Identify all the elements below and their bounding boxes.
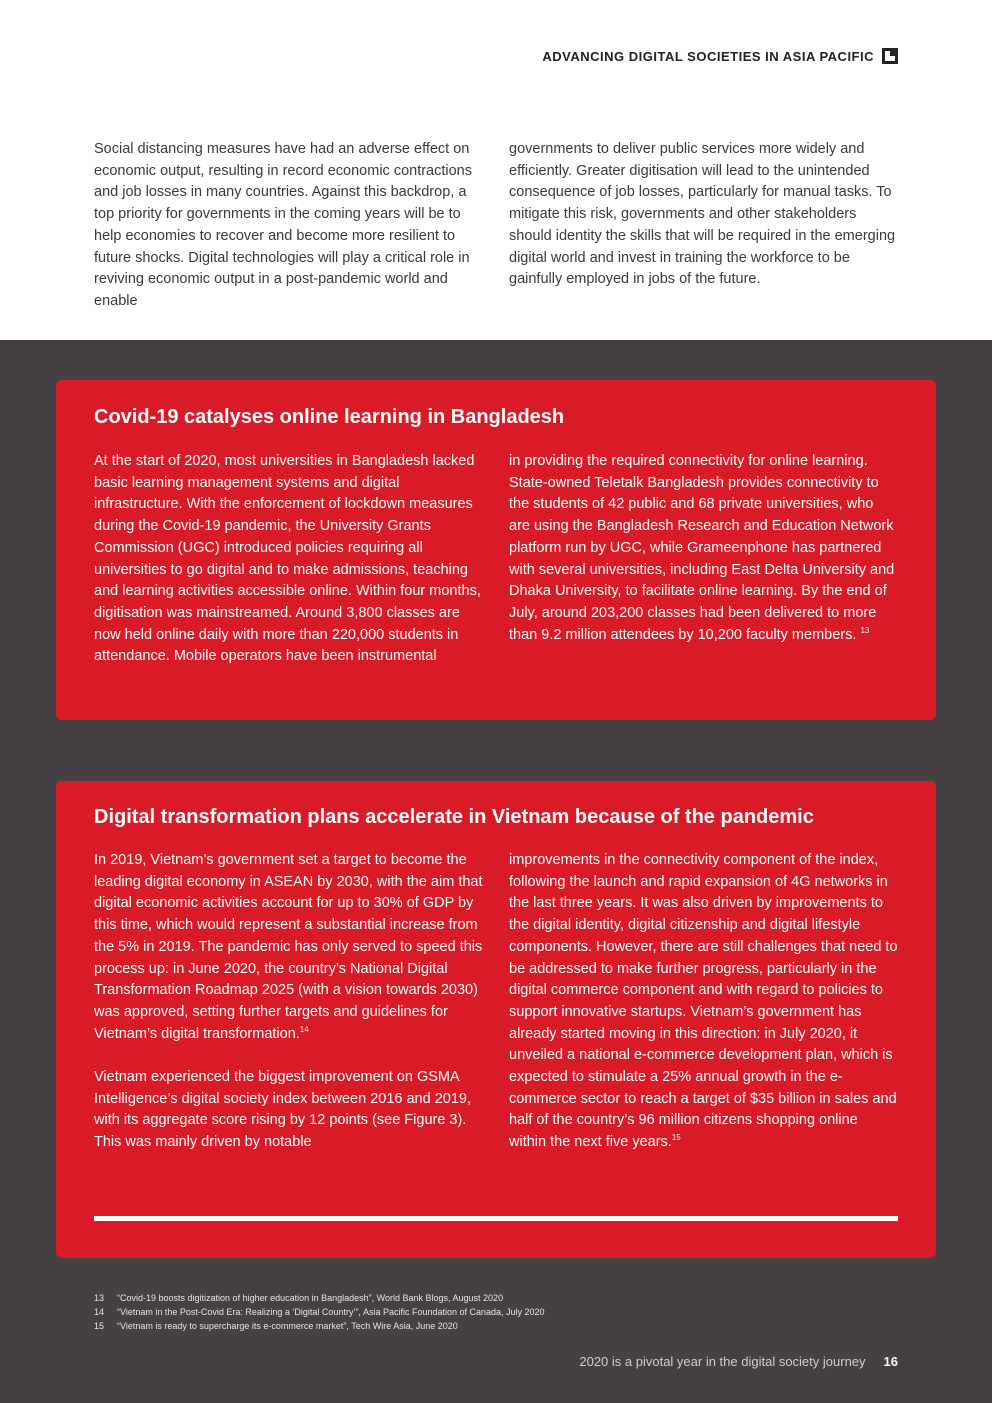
box-column-1 (94, 850, 483, 1154)
footnote-item (94, 1319, 545, 1333)
box-column-2-text: improvements in the connectivity component of the index, following the launch and rapid expansion of 4G networks in the last three years. It was also driven by improvements to the digital identity, digital citizenship and digital lifestyle components. However, there are still challenges that need to be addressed to make further progress, particularly in the digital commerce component and with regard to policies to support innovative startups. Vietnam’s government has already started moving in this direction: in July 2020, it unveiled a national e-commerce development plan, which is expected to stimulate a 25% annual growth in the e-commerce sector to reach a target of $35 billion in sales and half of the country’s 96 million citizens shopping online within the next five years. (509, 852, 898, 1151)
box-title: Covid-19 catalyses online learning in Bangladesh (94, 406, 565, 428)
footnote-number: 13 (94, 1293, 105, 1303)
page-footer (579, 1354, 898, 1369)
box-title: Digital transformation plans accelerate in Vietnam because of the pandemic (94, 806, 814, 828)
page-header (542, 48, 898, 64)
divider-rule (94, 1216, 898, 1221)
box-columns (94, 850, 898, 1154)
box-column-2-text: in providing the required connectivity for online learning. State-owned Teletalk Bangladesh provides connectivity to the students of 42 public and 68 private universities, who are using the Bangladesh Research and Education Network platform run by UGC, while Grameenphone has partnered with several universities, including East Delta University and Dhaka University, to facilitate online learning. By the end of July, around 203,200 classes had been delivered to more than 9.2 million attendees by 10,200 faculty members. (509, 453, 895, 643)
box-column-2 (509, 850, 898, 1154)
footnotes (94, 1291, 545, 1333)
footnote-item (94, 1305, 545, 1319)
footnote-text: “Vietnam is ready to supercharge its e-commerce market”, Tech Wire Asia, June 2020 (117, 1321, 458, 1331)
footnote-text: “Vietnam in the Post-Covid Era: Realizing a ‘Digital Country’”, Asia Pacific Foundation of Canada, July 2020 (117, 1307, 545, 1317)
footnote-number: 15 (94, 1321, 105, 1331)
footnote-ref: 15 (671, 1133, 681, 1143)
footnote-ref: 13 (860, 625, 870, 635)
footnote-item (94, 1291, 545, 1305)
report-icon (882, 48, 898, 64)
footnote-text: “Covid-19 boosts digitization of higher education in Bangladesh”, World Bank Blogs, August 2020 (117, 1293, 504, 1303)
page-number: 16 (883, 1354, 898, 1369)
intro-column-2: governments to deliver public services more widely and efficiently. Greater digitisation will lead to the unintended consequence of job losses, particularly for manual tasks. To mitigate this risk, governments and other stakeholders should identity the skills that will be required in the emerging digital world and invest in training the workforce to be gainfully employed in jobs of the future. (509, 141, 896, 288)
box-paragraph: Vietnam experienced the biggest improvement on GSMA Intelligence’s digital society index between 2016 and 2019, with its aggregate score rising by 12 points (see Figure 3). This was mainly driven by notable (94, 1069, 471, 1151)
header-title: ADVANCING DIGITAL SOCIETIES IN ASIA PACIFIC (542, 48, 874, 64)
intro-column-1: Social distancing measures have had an adverse effect on economic output, resulting in record economic contractions and job losses in many countries. Against this backdrop, a top priority for governments in the coming years will be to help economies to recover and become more resilient to future shocks. Digital technologies will play a critical role in reviving economic output in a post-pandemic world and enable (94, 141, 472, 309)
box-column-1: At the start of 2020, most universities in Bangladesh lacked basic learning management systems and digital infrastructure. With the enforcement of lockdown measures during the Covid-19 pandemic, the University Grants Commission (UGC) introduced policies requiring all universities to go digital and to make admissions, teaching and learning activities accessible online. Within four months, digitisation was mainstreamed. Around 3,800 classes are now held online daily with more than 220,000 students in attendance. Mobile operators have been instrumental (94, 453, 481, 665)
box-column-2 (509, 451, 898, 668)
footer-text: 2020 is a pivotal year in the digital society journey (579, 1354, 866, 1369)
vietnam-case-study-box (56, 781, 936, 1258)
bangladesh-case-study-box (56, 380, 936, 720)
box-columns (94, 451, 898, 668)
intro-section (94, 139, 898, 313)
box-paragraph-text: In 2019, Vietnam’s government set a target to become the leading digital economy in ASEAN by 2030, with the aim that digital economic activities account for up to 30% of GDP by this time, which would represent a substantial increase from the 5% in 2019. The pandemic has only served to speed this process up: in June 2020, the country’s National Digital Transformation Roadmap 2025 (with a vision towards 2030) was approved, setting further targets and guidelines for Vietnam’s digital transformation. (94, 852, 483, 1042)
footnote-ref: 14 (299, 1024, 309, 1034)
footnote-number: 14 (94, 1307, 105, 1317)
box-paragraph (94, 850, 483, 1045)
